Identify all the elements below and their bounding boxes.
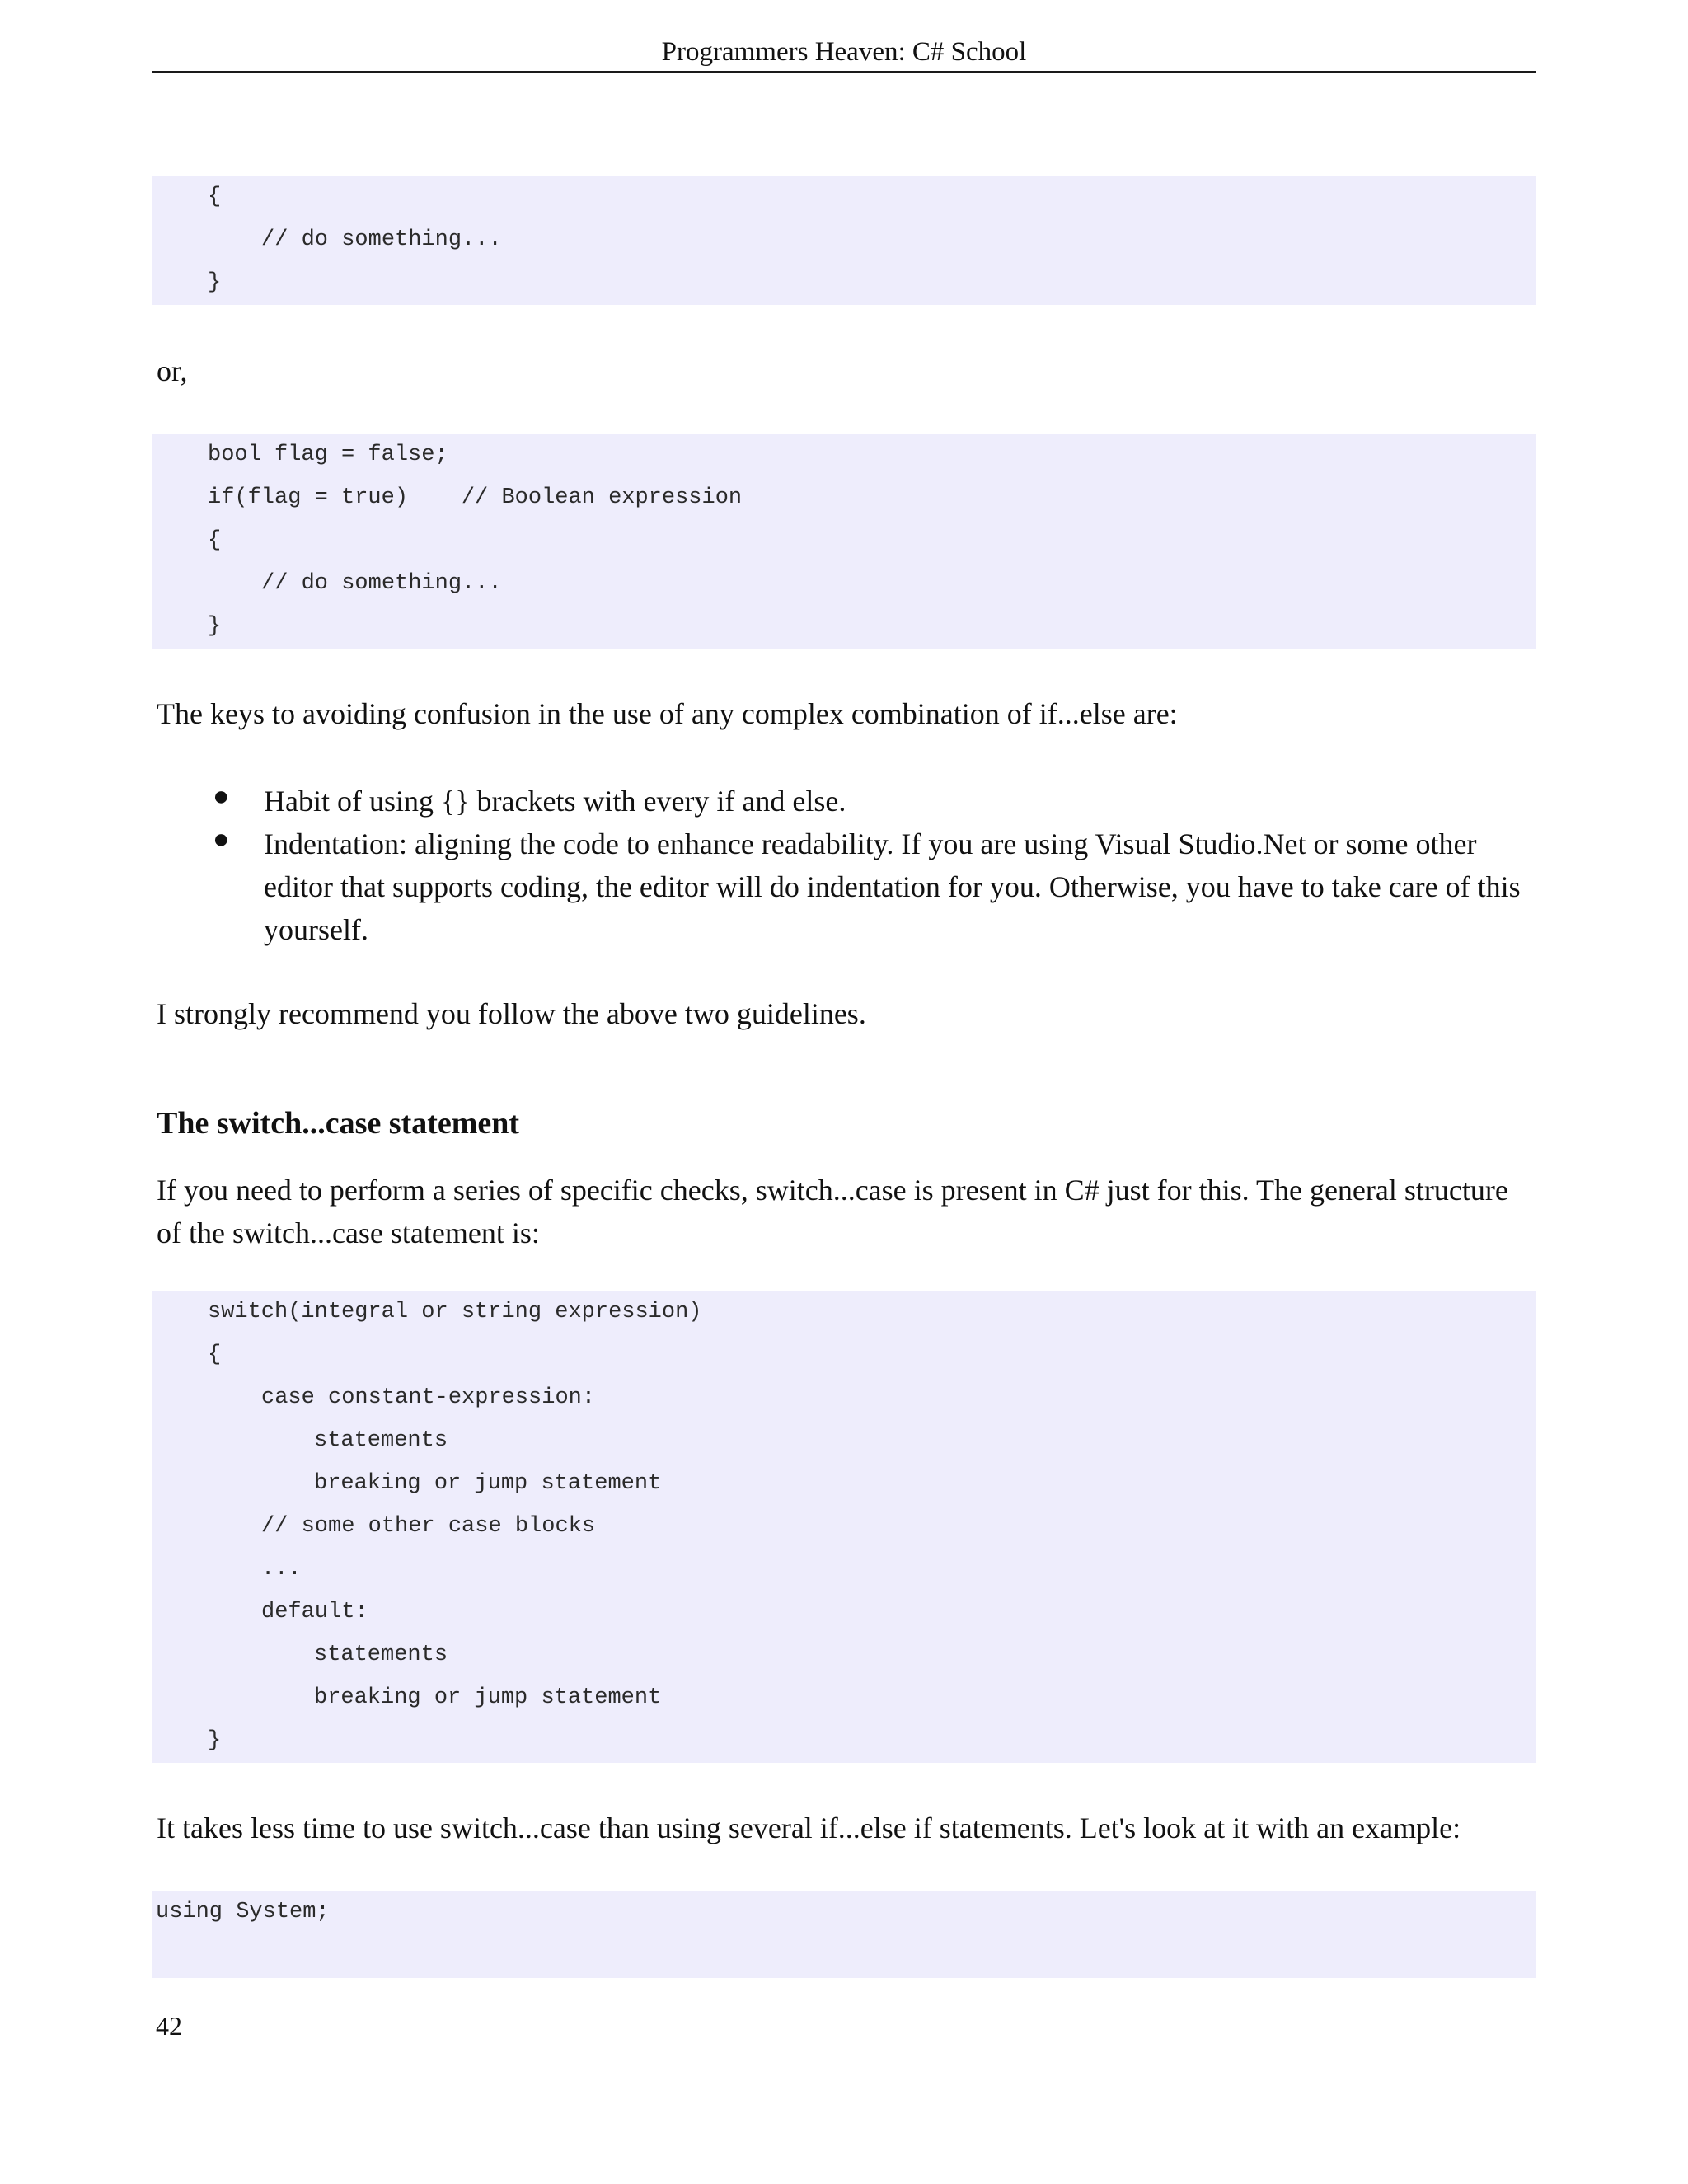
code-line: }: [208, 270, 222, 295]
code-line: ...: [261, 1557, 302, 1582]
paragraph-keys: The keys to avoiding confusion in the use of any complex combination of if...else are:: [157, 697, 1178, 730]
bullet-item-1: Habit of using {} brackets with every if and else.: [264, 785, 846, 818]
bullet-icon: ●: [213, 781, 230, 812]
code-line: }: [208, 1728, 222, 1753]
bullet-icon: ●: [213, 824, 230, 855]
code-line: using System;: [156, 1900, 330, 1924]
code-line: bool flag = false;: [208, 443, 448, 467]
code-line: default:: [261, 1600, 368, 1624]
paragraph-switch-line-1: If you need to perform a series of specific checks, switch...case is present in C# just for this. The general structure: [157, 1174, 1508, 1207]
code-block-4: [152, 1891, 1536, 1978]
code-line: {: [208, 528, 222, 553]
code-line: {: [208, 185, 222, 209]
code-line: }: [208, 614, 222, 639]
paragraph-switch-line-2: of the switch...case statement is:: [157, 1216, 540, 1249]
code-block-1: [152, 176, 1536, 305]
code-line: case constant-expression:: [261, 1385, 596, 1410]
code-line: switch(integral or string expression): [208, 1300, 702, 1324]
code-line: breaking or jump statement: [314, 1685, 662, 1710]
code-line: // do something...: [261, 227, 502, 252]
code-line: breaking or jump statement: [314, 1471, 662, 1496]
code-block-3: [152, 1291, 1536, 1763]
code-block-2: [152, 434, 1536, 649]
code-line: statements: [314, 1428, 448, 1453]
paragraph-or: or,: [157, 354, 188, 387]
code-line: // do something...: [261, 571, 502, 596]
paragraph-less-time: It takes less time to use switch...case than using several if...else if statements. Let's look at it with an example:: [157, 1811, 1461, 1844]
running-header: Programmers Heaven: C# School: [152, 36, 1536, 73]
section-heading: The switch...case statement: [157, 1106, 520, 1141]
code-line: if(flag = true) // Boolean expression: [208, 485, 743, 510]
paragraph-recommend: I strongly recommend you follow the above two guidelines.: [157, 997, 866, 1030]
code-line: {: [208, 1343, 222, 1367]
bullet-item-2: Indentation: aligning the code to enhance readability. If you are using Visual Studio.Net or some other editor that supports coding, the editor will do indentation for you. Otherwise, you have to take care of this yourself.: [264, 827, 1521, 946]
code-line: // some other case blocks: [261, 1514, 596, 1539]
code-line: statements: [314, 1643, 448, 1667]
page-number: 42: [156, 2011, 182, 2041]
